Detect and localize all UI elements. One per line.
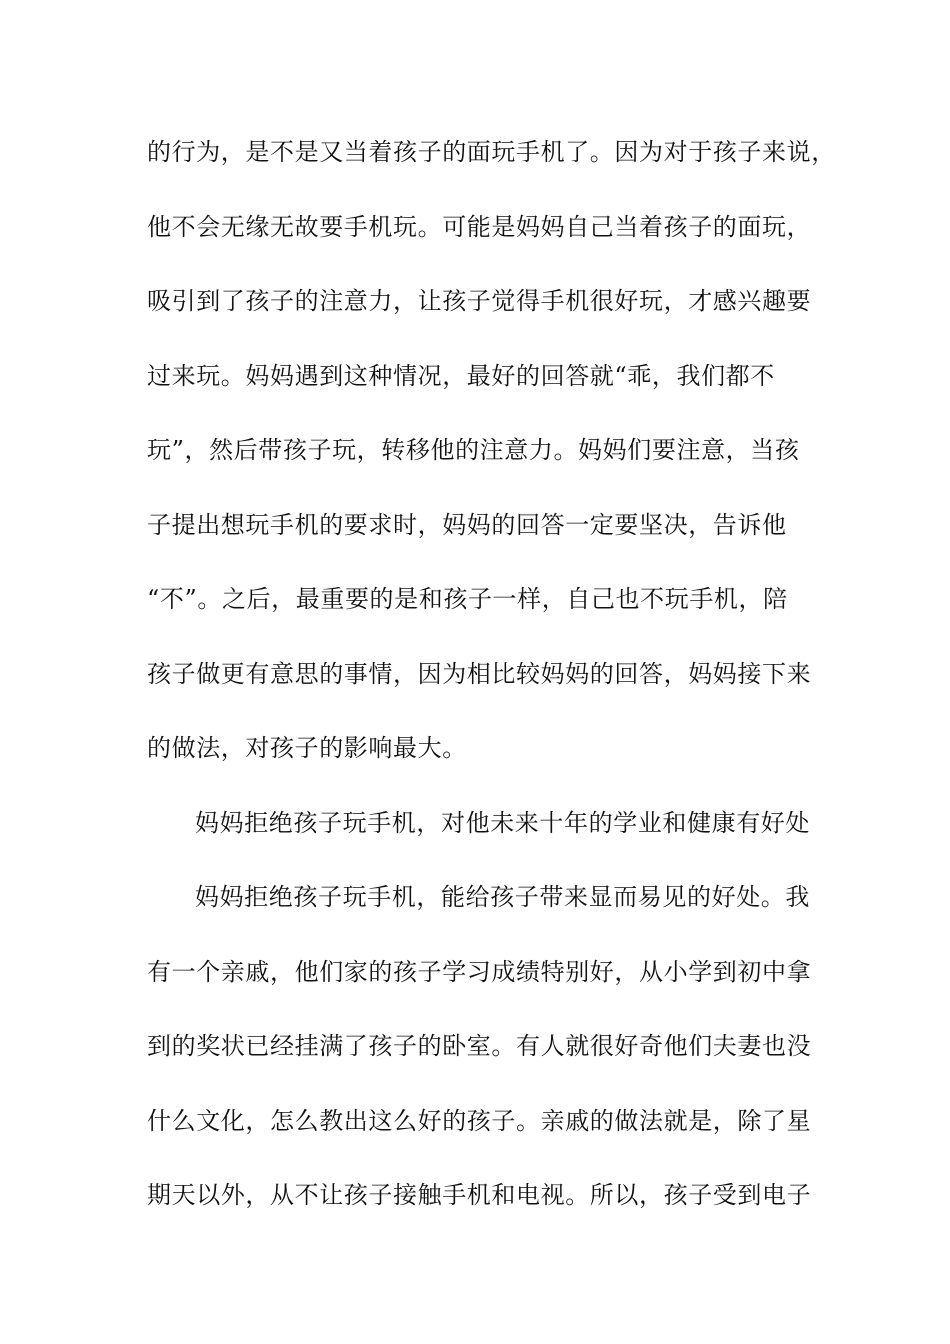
text-line: “不”。之后，最重要的是和孩子一样，自己也不玩手机，陪 (147, 585, 788, 613)
body-text (147, 128, 836, 1246)
text-line: 玩”，然后带孩子玩，转移他的注意力。妈妈们要注意，当孩 (147, 436, 800, 464)
text-line: 到的奖状已经挂满了孩子的卧室。有人就很好奇他们夫妻也没 (147, 1032, 812, 1060)
text-line: 过来玩。妈妈遇到这种情况，最好的回答就“乖，我们都不 (147, 361, 775, 390)
text-line: 期天以外，从不让孩子接触手机和电视。所以，孩子受到电子 (147, 1181, 812, 1209)
text-line: 他不会无缘无故要手机玩。可能是妈妈自己当着孩子的面玩， (147, 212, 812, 241)
section-heading: 妈妈拒绝孩子玩手机，对他未来十年的学业和健康有好处 (195, 808, 810, 837)
text-line: 什么文化，怎么教出这么好的孩子。亲戚的做法就是，除了星 (147, 1106, 812, 1135)
text-line: 孩子做更有意思的事情，因为相比较妈妈的回答，妈妈接下来 (147, 659, 812, 688)
text-line: 的行为，是不是又当着孩子的面玩手机了。因为对于孩子来说， (147, 138, 836, 166)
text-line: 的做法，对孩子的影响最大。 (147, 734, 467, 762)
text-line: 妈妈拒绝孩子玩手机，能给孩子带来显而易见的好处。我 (195, 883, 810, 911)
text-line: 吸引到了孩子的注意力，让孩子觉得手机很好玩，才感兴趣要 (147, 287, 812, 315)
text-line: 有一个亲戚，他们家的孩子学习成绩特别好，从小学到初中拿 (147, 957, 812, 986)
text-line: 子提出想玩手机的要求时，妈妈的回答一定要坚决，告诉他 (147, 510, 787, 539)
